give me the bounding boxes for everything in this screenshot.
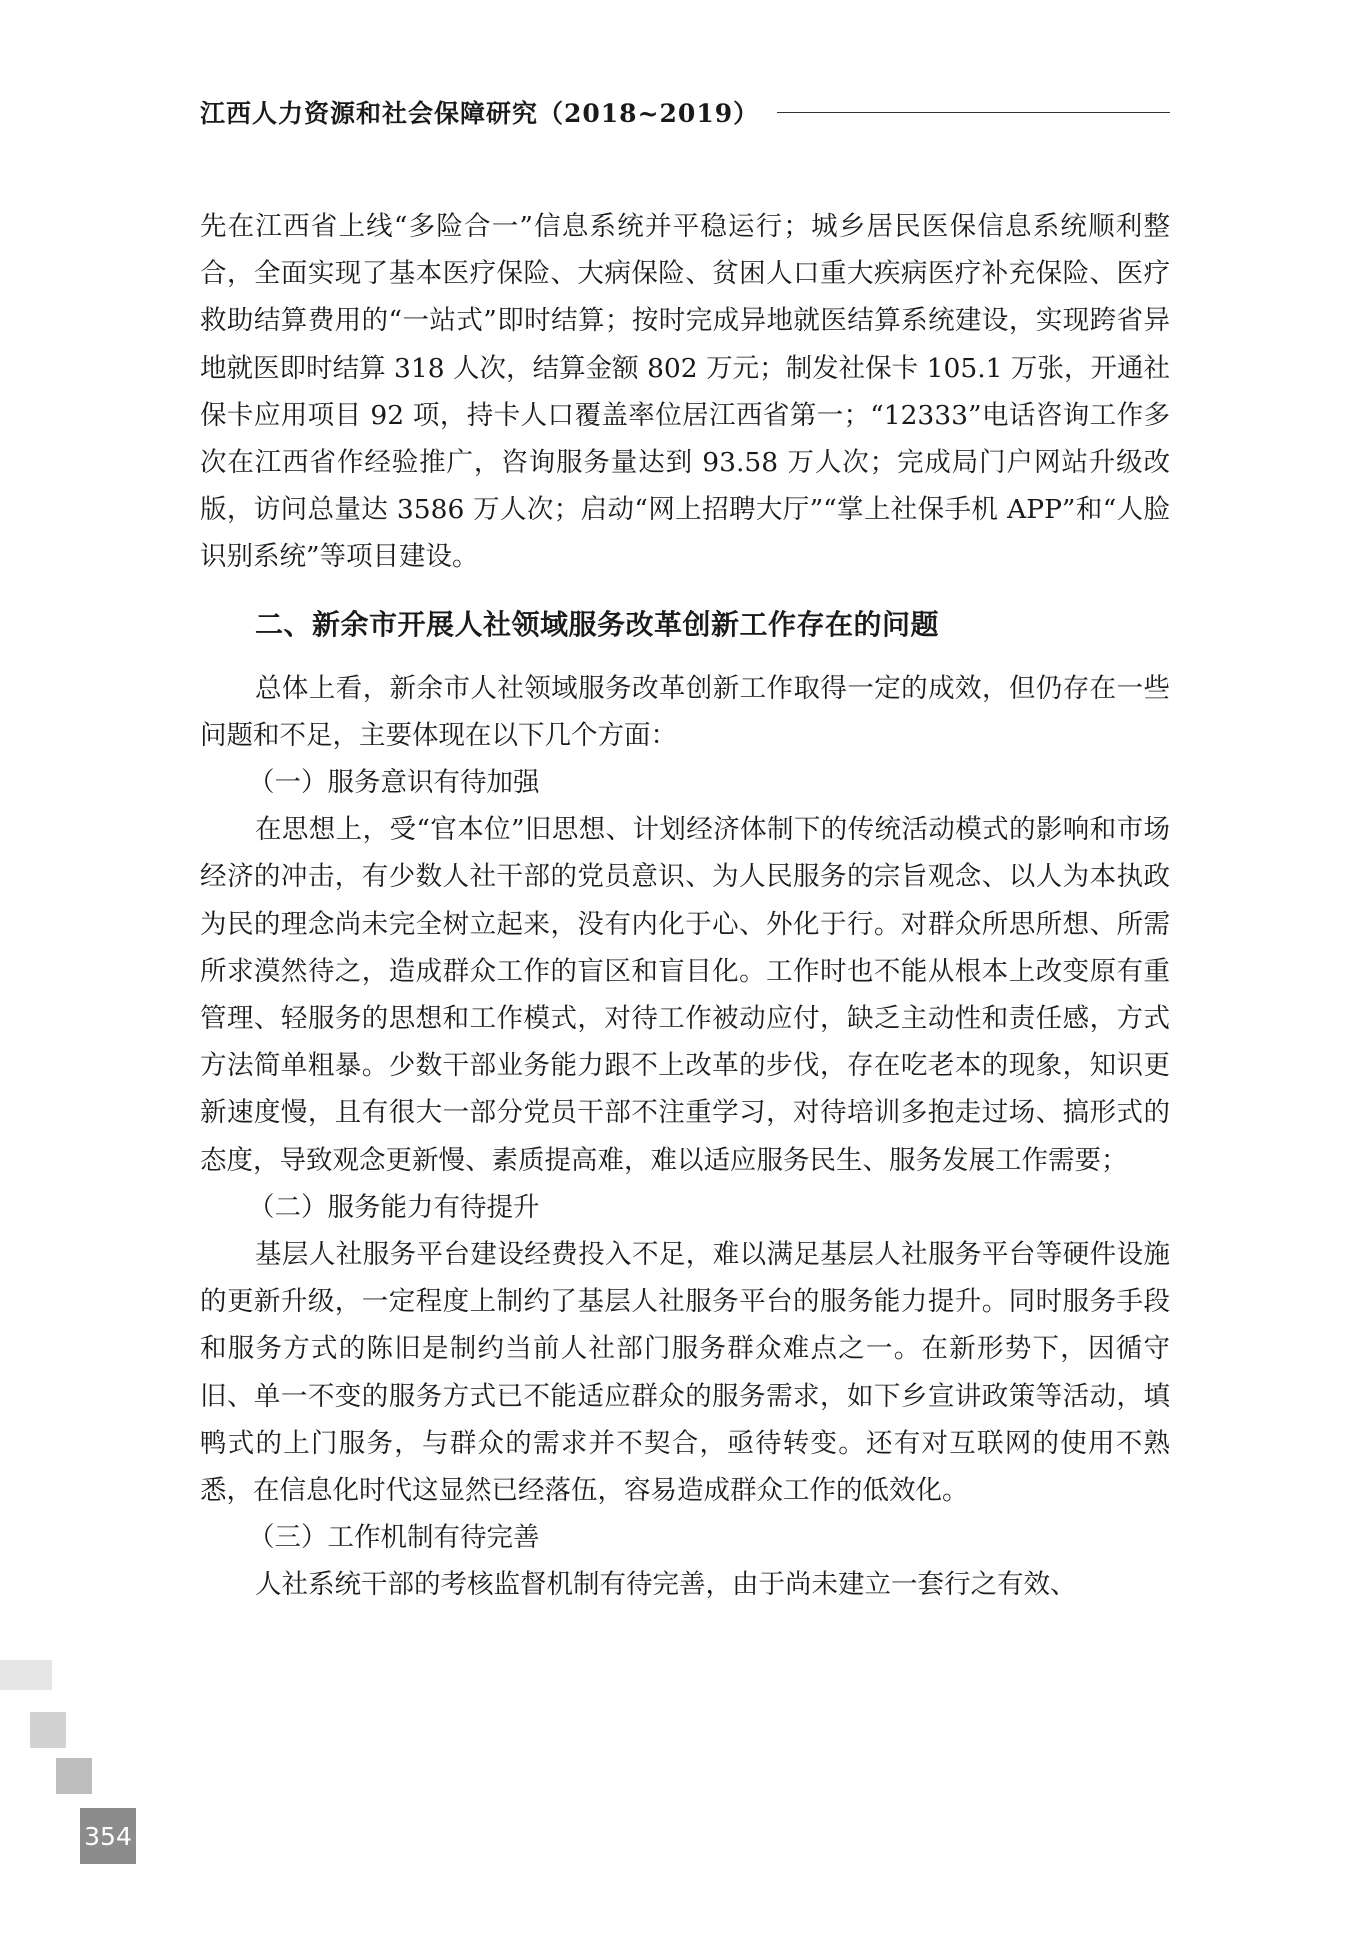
paragraph-work-mechanism: 人社系统干部的考核监督机制有待完善，由于尚未建立一套行之有效、 bbox=[255, 1569, 1077, 1601]
running-header-title: 江西人力资源和社会保障研究（2018~2019） bbox=[200, 99, 760, 128]
page-body bbox=[200, 203, 1170, 1609]
paragraph-service-awareness: 在思想上，受“官本位”旧思想、计划经济体制下的传统活动模式的影响和市场经济的冲击，有少数人社干部的党员意识、为人民服务的宗旨观念、以人为本执政为民的理念尚未完全树立起来，没有内化于心、外化于行。对群众所思所想、所需所求漠然待之，造成群众工作的盲区和盲目化。工作时也不能从根本上改变原有重管理、轻服务的思想和工作模式，对待工作被动应付，缺乏主动性和责任感，方式方法简单粗暴。少数干部业务能力跟不上改革的步伐，存在吃老本的现象，知识更新速度慢，且有很大一部分党员干部不注重学习，对待培训多抱走过场、搞形式的态度，导致观念更新慢、素质提高难，难以适应服务民生、服务发展工作需要； bbox=[200, 814, 1170, 1176]
subheading-3: （三）工作机制有待完善 bbox=[248, 1522, 540, 1554]
paragraph-continuation: 先在江西省上线“多险合一”信息系统并平稳运行；城乡居民医保信息系统顺利整合，全面实现了基本医疗保险、大病保险、贫困人口重大疾病医疗补充保险、医疗救助结算费用的“一站式”即时结算；按时完成异地就医结算系统建设，实现跨省异地就医即时结算 318 人次，结算金额 802 万元；制发社保卡 105.1 万张，开通社保卡应用项目 92 项，持卡人口覆盖率位居江西省第一；“12333”电话咨询工作多次在江西省作经验推广，咨询服务量达到 93.58 万人次；完成局门户网站升级改版，访问总量达 3586 万人次；启动“网上招聘大厅”“掌上社保手机 APP”和“人脸识别系统”等项目建设。 bbox=[200, 211, 1170, 573]
corner-decoration-block bbox=[30, 1712, 66, 1748]
running-header bbox=[200, 92, 1170, 132]
paragraph-overview: 总体上看，新余市人社领域服务改革创新工作取得一定的成效，但仍存在一些问题和不足，主要体现在以下几个方面： bbox=[200, 672, 1170, 751]
section-heading: 二、新余市开展人社领域服务改革创新工作存在的问题 bbox=[255, 607, 940, 641]
corner-decoration-block bbox=[56, 1758, 92, 1794]
corner-decoration-block bbox=[0, 1660, 52, 1690]
paragraph-service-capacity: 基层人社服务平台建设经费投入不足，难以满足基层人社服务平台等硬件设施的更新升级，一定程度上制约了基层人社服务平台的服务能力提升。同时服务手段和服务方式的陈旧是制约当前人社部门服务群众难点之一。在新形势下，因循守旧、单一不变的服务方式已不能适应群众的服务需求，如下乡宣讲政策等活动，填鸭式的上门服务，与群众的需求并不契合，亟待转变。还有对互联网的使用不熟悉，在信息化时代这显然已经落伍，容易造成群众工作的低效化。 bbox=[200, 1239, 1170, 1507]
subheading-1: （一）服务意识有待加强 bbox=[248, 767, 540, 799]
subheading-2: （二）服务能力有待提升 bbox=[248, 1191, 540, 1223]
page-number: 354 bbox=[80, 1808, 136, 1864]
header-rule bbox=[777, 112, 1170, 113]
